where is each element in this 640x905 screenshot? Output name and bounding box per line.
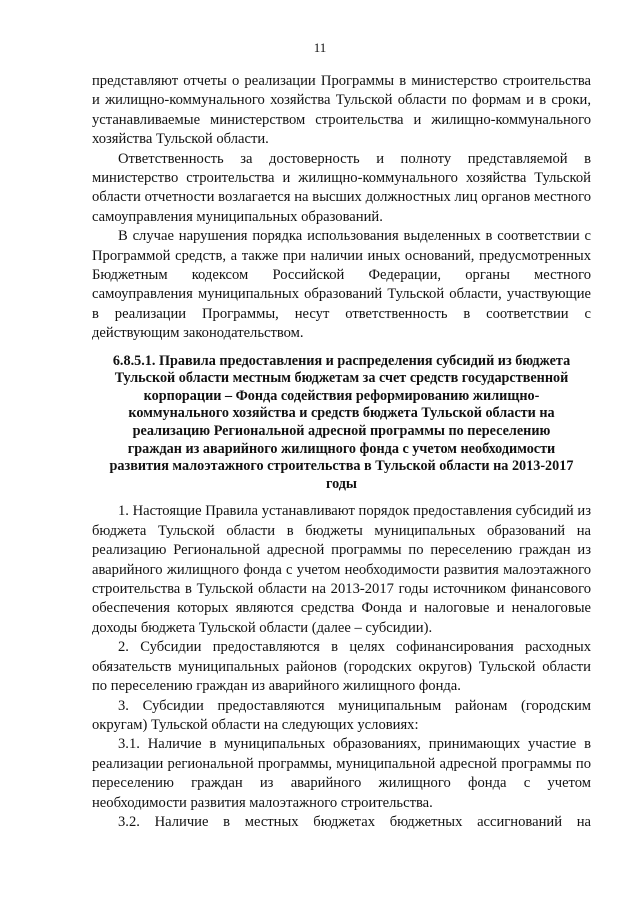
rule-3: 3. Субсидии предоставляются муниципальным районам (городским округам) Тульской области на следующих условиях:: [92, 697, 591, 733]
document-body: [92, 72, 591, 832]
section-heading: 6.8.5.1. Правила предоставления и распределения субсидий из бюджета Тульской области местным бюджетам за счет средств государственной корпорации – Фонда содействия реформированию жилищно-коммунального хозяйства и средств бюджета Тульской области на реализацию Региональной адресной программы по переселению граждан из аварийного жилищного фонда с учетом необходимости развития малоэтажного строительства в Тульской области на 2013-2017 годы: [109, 352, 574, 492]
paragraph-reports: представляют отчеты о реализации Программы в министерство строительства и жилищно-коммунального хозяйства Тульской области по формам и в сроки, устанавливаемые министерством строительства и жилищно-коммунального хозяйства Тульской области.: [92, 73, 591, 148]
paragraph-responsibility: Ответственность за достоверность и полноту представляемой в министерство строительства и жилищно-коммунального хозяйства Тульской области отчетности возлагается на высших должностных лиц органов местного самоуправления муниципальных образований.: [92, 150, 591, 225]
page-number: 11: [313, 40, 327, 55]
rule-1: 1. Настоящие Правила устанавливают порядок предоставления субсидий из бюджета Тульской области в бюджеты муниципальных образований на реализацию Региональной адресной программы по переселению граждан из аварийного жилищного фонда с учетом необходимости развития малоэтажного строительства в Тульской области на 2013-2017 годы источником финансового обеспечения которых являются средства Фонда и налоговые и неналоговые доходы бюджета Тульской области (далее – субсидии).: [92, 503, 591, 636]
rule-3-1: 3.1. Наличие в муниципальных образованиях, принимающих участие в реализации региональной программы, муниципальной адресной программы по переселению граждан из аварийного жилищного фонда с учетом необходимости развития малоэтажного строительства.: [92, 736, 591, 811]
rule-3-2: 3.2. Наличие в местных бюджетах бюджетных ассигнований на: [118, 813, 591, 830]
paragraph-violation: В случае нарушения порядка использования выделенных в соответствии с Программой средств, а также при наличии иных оснований, предусмотренных Бюджетным кодексом Российской Федерации, органы местного самоуправления муниципальных образований Тульской области, участвующие в реализации Программы, несут ответственность в соответствии с действующим законодательством.: [92, 228, 591, 342]
rule-2: 2. Субсидии предоставляются в целях софинансирования расходных обязательств муниципальных районов (городских округов) Тульской области по переселению граждан из аварийного жилищного фонда.: [92, 639, 591, 695]
